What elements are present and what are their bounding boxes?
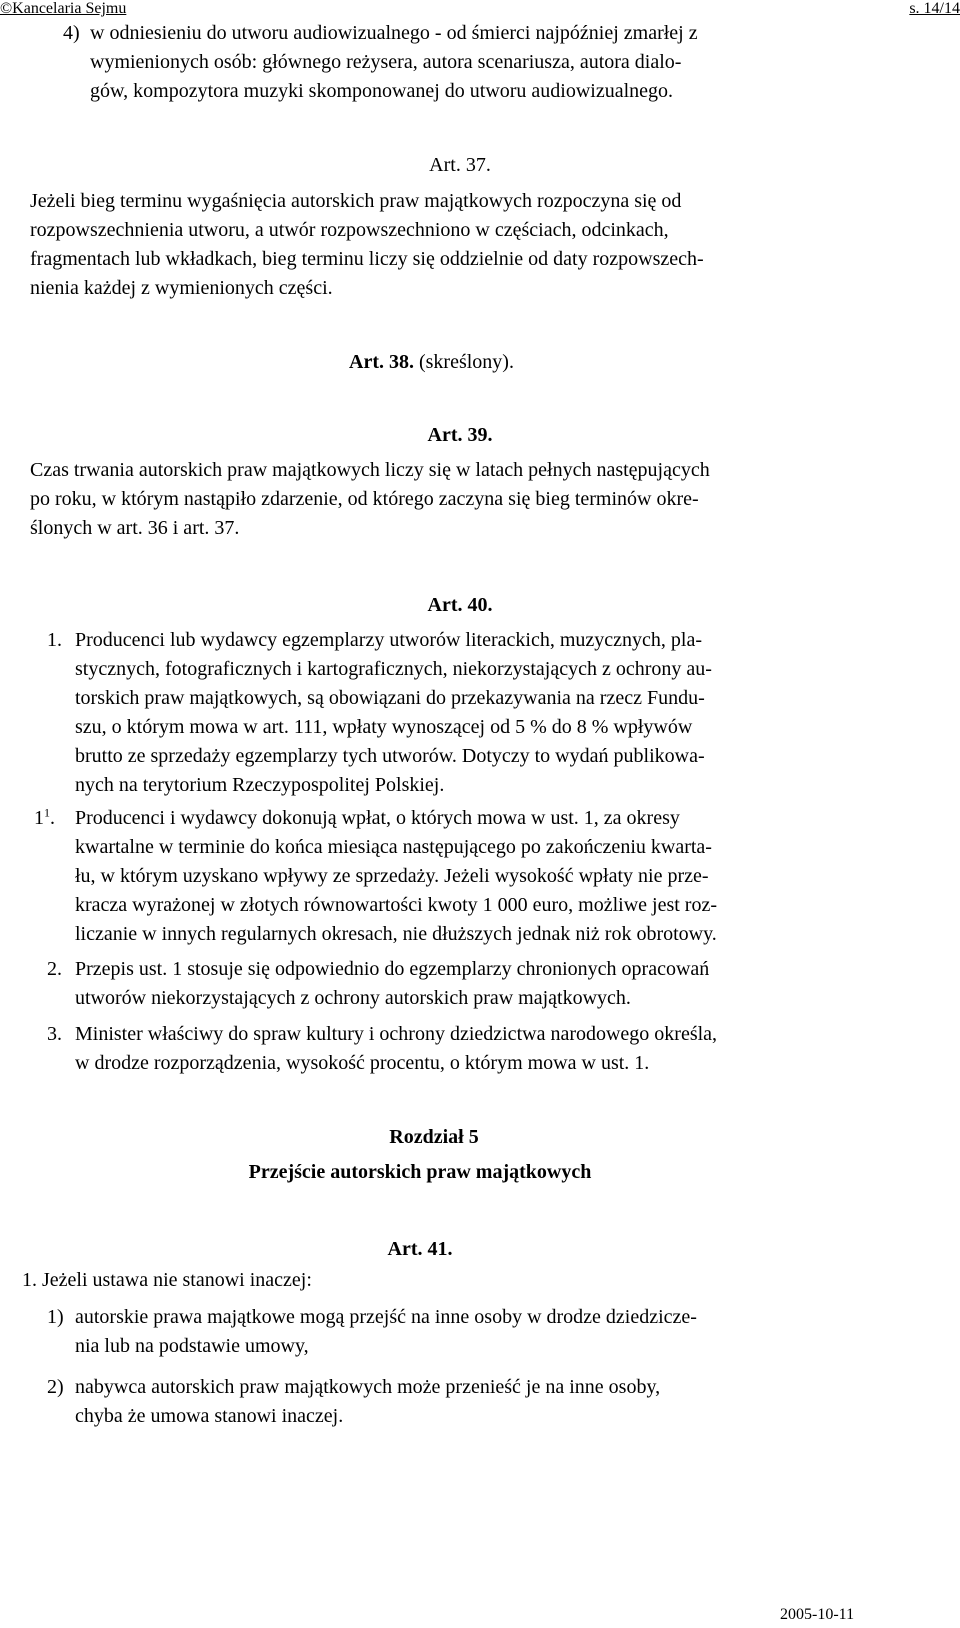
art40-para2-label: 2. — [47, 958, 62, 980]
art37-text — [30, 187, 838, 303]
chapter-subtitle: Przejście autorskich praw majątkowych — [248, 1161, 592, 1183]
text-line: rozpowszechnienia utworu, a utwór rozpowszechniono w częściach, odcinkach, — [30, 219, 669, 241]
text-line: nia lub na podstawie umowy, — [75, 1335, 309, 1357]
text-line: torskich praw majątkowych, są obowiązani do przekazywania na rzecz Fundu- — [75, 687, 705, 709]
text-line: Producenci i wydawcy dokonują wpłat, o których mowa w ust. 1, za okresy — [75, 807, 680, 829]
art41-heading: Art. 41. — [387, 1238, 453, 1260]
art40-para3-text — [75, 1020, 838, 1078]
text-line: kwartalne w terminie do końca miesiąca następującego po zakończeniu kwarta- — [75, 836, 712, 858]
text-line: Minister właściwy do spraw kultury i ochrony dziedzictwa narodowego określa, — [75, 1023, 718, 1045]
art40-para1-1-label — [34, 804, 55, 833]
art41-item1-text — [75, 1303, 838, 1361]
art39-text — [30, 456, 838, 543]
text-line: chyba że umowa stanowi inaczej. — [75, 1405, 344, 1427]
item4-text — [90, 19, 838, 106]
text-line: Producenci lub wydawcy egzemplarzy utworów literackich, muzycznych, pla- — [75, 629, 702, 651]
art39-heading: Art. 39. — [427, 424, 493, 446]
art41-item1-label: 1) — [47, 1306, 64, 1328]
text-line: nienia każdej z wymienionych części. — [30, 277, 333, 299]
label-superscript: 1 — [44, 805, 50, 820]
art41-item2-label: 2) — [47, 1376, 64, 1398]
text-line: Jeżeli bieg terminu wygaśnięcia autorskich praw majątkowych rozpoczyna się od — [30, 190, 682, 212]
art40-para1-1-text — [75, 804, 838, 949]
art38-heading: Art. 38. — [349, 351, 414, 373]
text-line: autorskie prawa majątkowe mogą przejść na inne osoby w drodze dziedzicze- — [75, 1306, 697, 1328]
art40-para1-label: 1. — [47, 629, 62, 651]
text-line: ślonych w art. 36 i art. 37. — [30, 517, 240, 539]
text-line: liczanie w innych regularnych okresach, nie dłuższych jednak niż rok obrotowy. — [75, 923, 717, 945]
text-line: w odniesieniu do utworu audiowizualnego - od śmierci najpóźniej zmarłej z — [90, 22, 698, 44]
text-line: gów, kompozytora muzyki skomponowanej do utworu audiowizualnego. — [90, 80, 674, 102]
item4-label: 4) — [63, 22, 80, 44]
art38-note: (skreślony). — [418, 351, 514, 373]
art40-para1-text — [75, 626, 838, 800]
label-number: 1 — [34, 807, 44, 829]
text-line: nych na terytorium Rzeczypospolitej Polskiej. — [75, 774, 445, 796]
label-suffix: . — [50, 807, 55, 829]
chapter-title: Rozdział 5 — [389, 1126, 479, 1148]
art41-para1: 1. Jeżeli ustawa nie stanowi inaczej: — [22, 1269, 312, 1291]
footer-date: 2005-10-11 — [780, 1606, 855, 1623]
art41-item2-text — [75, 1373, 838, 1431]
art40-para3-label: 3. — [47, 1023, 62, 1045]
text-line: łu, w którym uzyskano wpływy ze sprzedaży. Jeżeli wysokość wpłaty nie prze- — [75, 865, 709, 887]
header-page-number: s. 14/14 — [909, 0, 960, 17]
text-line: po roku, w którym nastąpiło zdarzenie, od którego zaczyna się bieg terminów okre- — [30, 488, 699, 510]
header-publisher: ©Kancelaria Sejmu — [0, 0, 127, 17]
text-line: nabywca autorskich praw majątkowych może przenieść je na inne osoby, — [75, 1376, 661, 1398]
art37-heading: Art. 37. — [429, 154, 491, 176]
art40-heading: Art. 40. — [427, 594, 493, 616]
text-line: brutto ze sprzedaży egzemplarzy tych utworów. Dotyczy to wydań publikowa- — [75, 745, 705, 767]
text-line: fragmentach lub wkładkach, bieg terminu liczy się oddzielnie od daty rozpowszech- — [30, 248, 704, 270]
text-line: szu, o którym mowa w art. 111, wpłaty wynoszącej od 5 % do 8 % wpływów — [75, 716, 693, 738]
text-line: wymienionych osób: głównego reżysera, autora scenariusza, autora dialo- — [90, 51, 682, 73]
text-line: stycznych, fotograficznych i kartograficznych, niekorzystających z ochrony au- — [75, 658, 712, 680]
text-line: utworów niekorzystających z ochrony autorskich praw majątkowych. — [75, 987, 631, 1009]
art38-line — [349, 348, 514, 377]
text-line: w drodze rozporządzenia, wysokość procentu, o którym mowa w ust. 1. — [75, 1052, 650, 1074]
text-line: Przepis ust. 1 stosuje się odpowiednio do egzemplarzy chronionych opracowań — [75, 958, 710, 980]
art40-para2-text — [75, 955, 838, 1013]
text-line: Czas trwania autorskich praw majątkowych liczy się w latach pełnych następujących — [30, 459, 710, 481]
text-line: kracza wyrażonej w złotych równowartości kwoty 1 000 euro, możliwe jest roz- — [75, 894, 718, 916]
